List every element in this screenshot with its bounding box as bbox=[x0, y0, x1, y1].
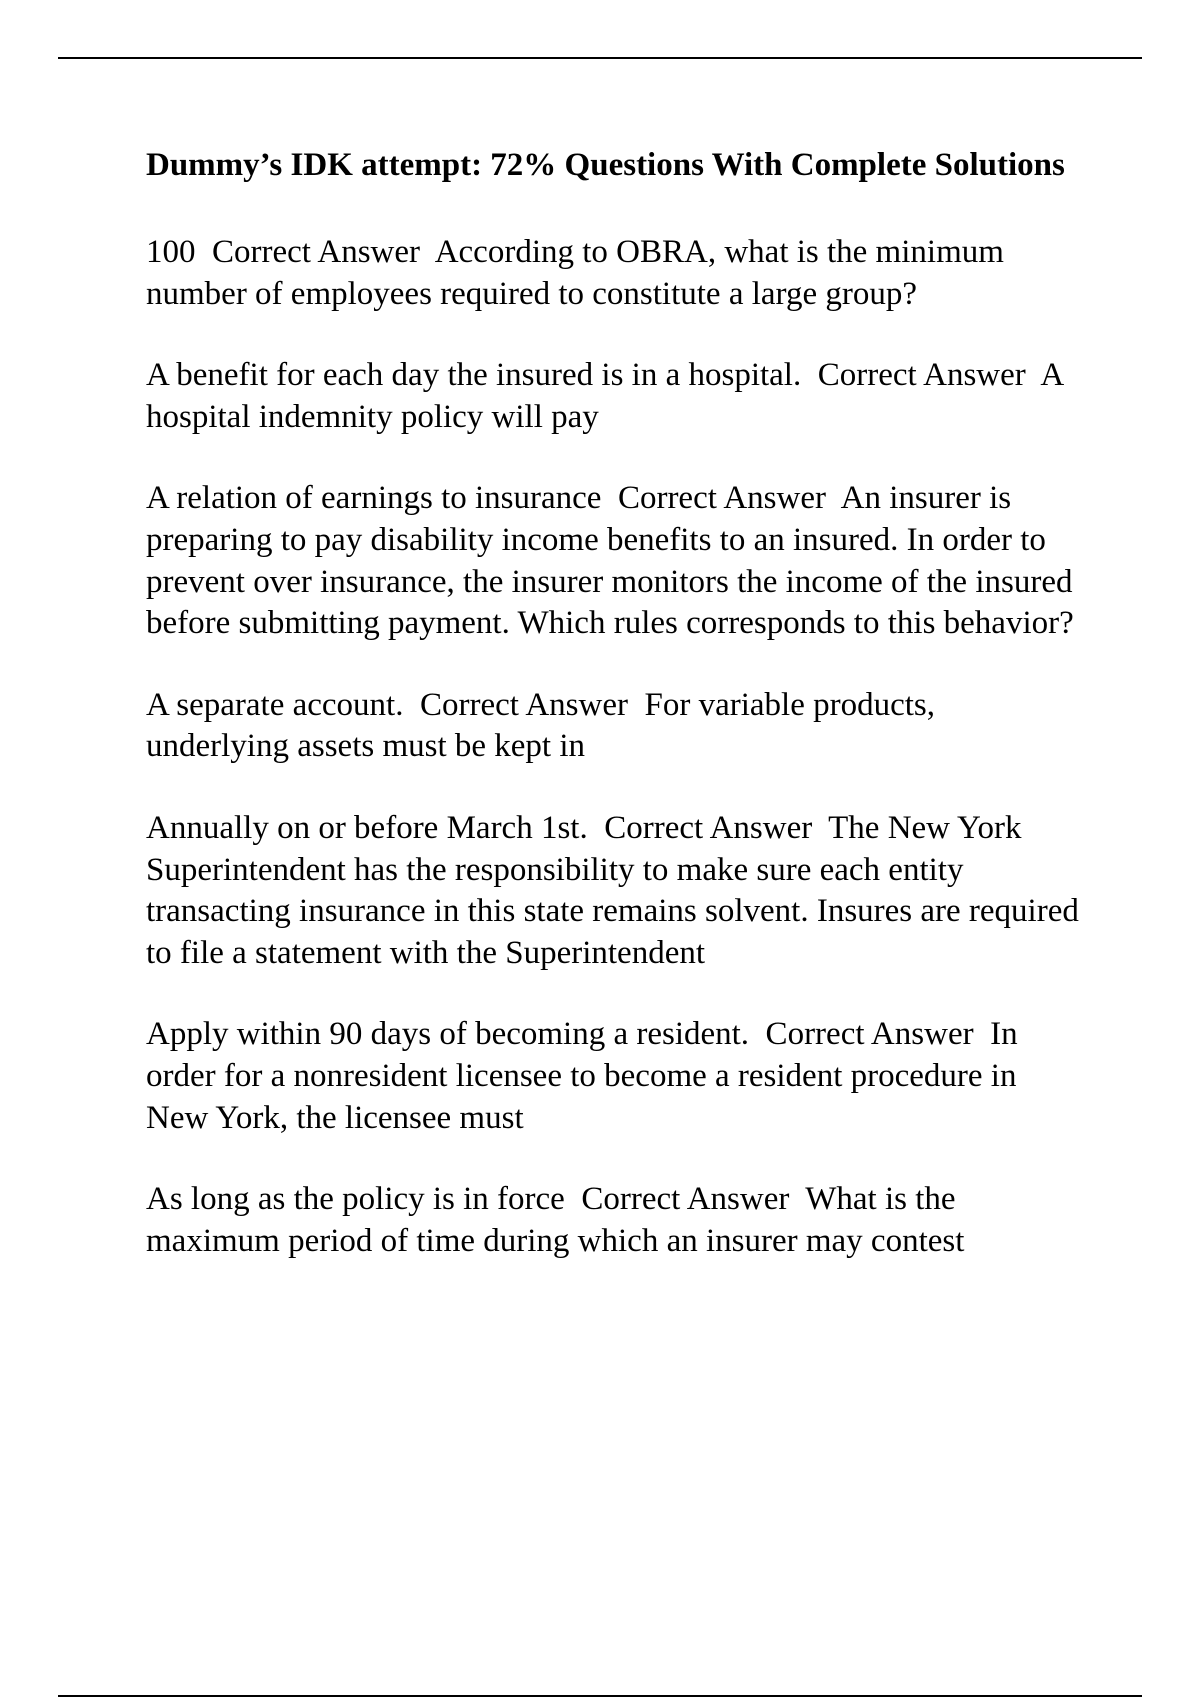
qa-entry: Apply within 90 days of becoming a resident. Correct Answer In order for a nonresident licensee to become a resident procedure in New York, the licensee must bbox=[146, 1016, 1026, 1136]
header-divider bbox=[58, 57, 1142, 59]
footer-divider bbox=[58, 1695, 1142, 1697]
qa-entry: A separate account. Correct Answer For variable products, underlying assets must be kept in bbox=[146, 686, 944, 765]
qa-entry: Annually on or before March 1st. Correct Answer The New York Superintendent has the responsibility to make sure each entity transacting insurance in this state remains solvent. Insures are required to file a statement with the Superintendent bbox=[146, 809, 1088, 971]
qa-entry: 100 Correct Answer According to OBRA, what is the minimum number of employees required to constitute a large group? bbox=[146, 234, 1013, 312]
qa-entry: As long as the policy is in force Correct Answer What is the maximum period of time during which an insurer may contest bbox=[146, 1181, 965, 1259]
document-title: Dummy’s IDK attempt: 72% Questions With Complete Solutions bbox=[146, 147, 1065, 183]
document-body bbox=[146, 145, 1086, 1302]
qa-entry: A relation of earnings to insurance Correct Answer An insurer is preparing to pay disability income benefits to an insured. In order to prevent over insurance, the insurer monitors the income of the insured before submitting payment. Which rules corresponds to this behavior? bbox=[146, 480, 1081, 642]
qa-entry: A benefit for each day the insured is in a hospital. Correct Answer A hospital indemnity policy will pay bbox=[146, 357, 1071, 435]
